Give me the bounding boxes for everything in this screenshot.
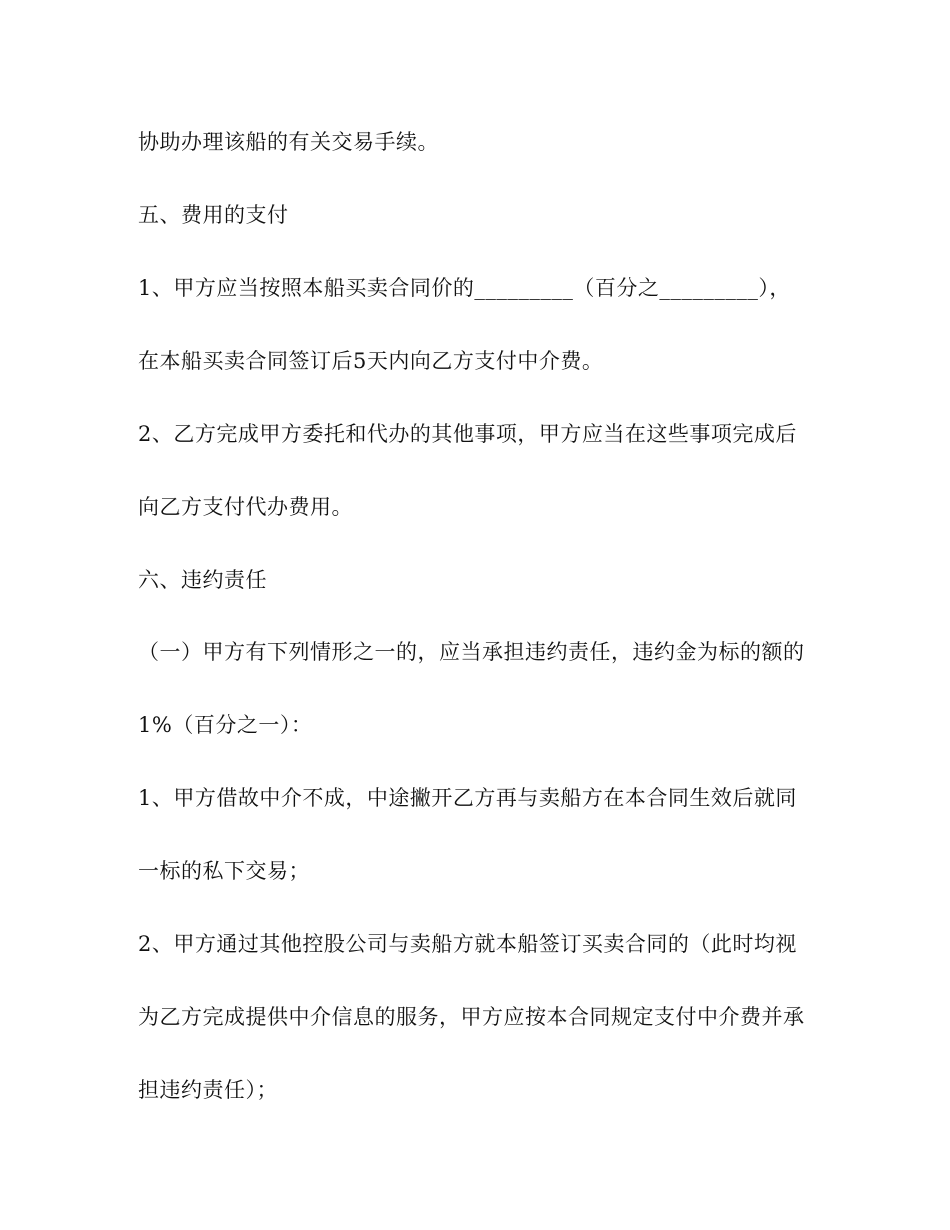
section-heading: 六、违约责任 (138, 568, 267, 592)
paragraph-line: 协助办理该船的有关交易手续。 (138, 130, 439, 154)
paragraph-line: （一）甲方有下列情形之一的，应当承担违约责任，违约金为标的额的 (138, 640, 805, 664)
paragraph-line: 2、乙方完成甲方委托和代办的其他事项，甲方应当在这些事项完成后 (138, 422, 797, 446)
paragraph-line: 担违约责任）； (138, 1078, 278, 1102)
paragraph-line: 1、甲方应当按照本船买卖合同价的_________（百分之_________）， (138, 276, 791, 300)
paragraph-line: 向乙方支付代办费用。 (138, 495, 353, 519)
paragraph-line: 1、甲方借故中介不成，中途撇开乙方再与卖船方在本合同生效后就同 (138, 786, 797, 810)
paragraph-line: 为乙方完成提供中介信息的服务，甲方应按本合同规定支付中介费并承 (138, 1005, 805, 1029)
paragraph-line: 2、甲方通过其他控股公司与卖船方就本船签订买卖合同的（此时均视 (138, 932, 797, 956)
paragraph-line: 在本船买卖合同签订后5天内向乙方支付中介费。 (138, 349, 604, 373)
paragraph-line: 1%（百分之一）： (138, 713, 313, 737)
section-heading: 五、费用的支付 (138, 203, 289, 227)
paragraph-line: 一标的私下交易； (138, 859, 310, 883)
